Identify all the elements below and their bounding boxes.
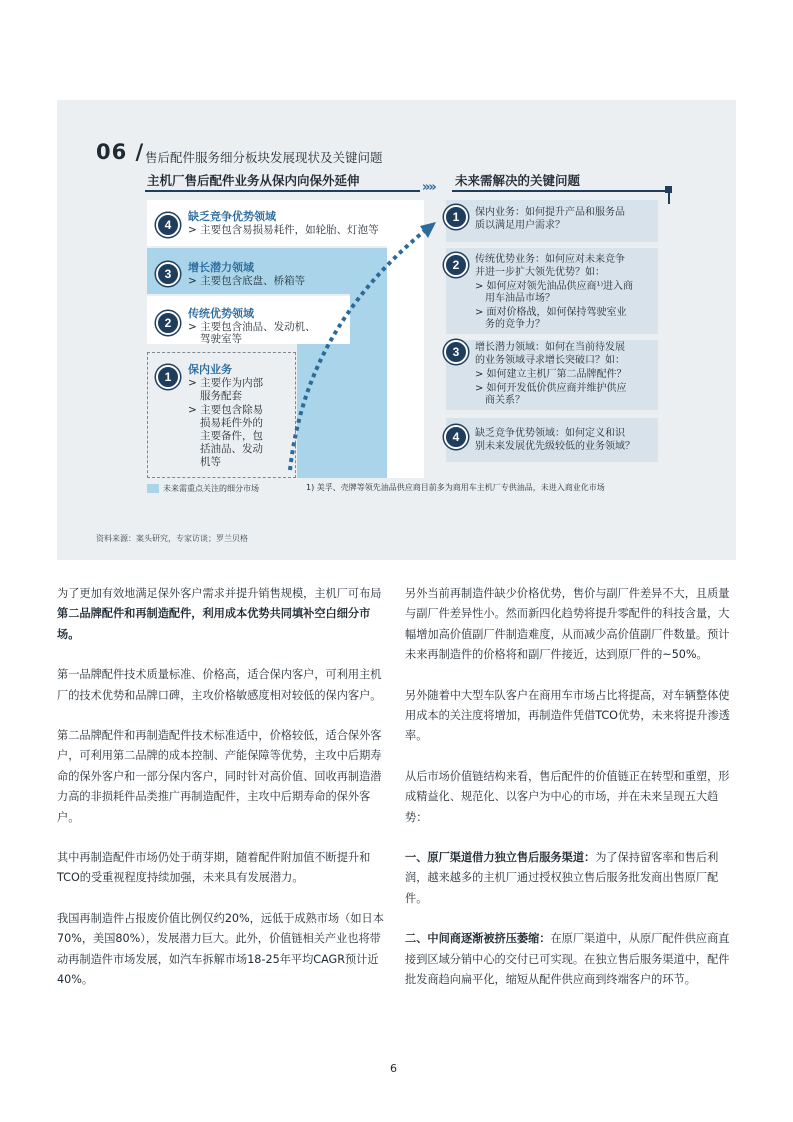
issue-card-2-badge: 2: [444, 253, 468, 277]
issue-card-3-line: 商关系？: [485, 395, 525, 406]
segment-1-line: > 主要作为内部: [188, 377, 264, 389]
issue-card-3-line: 增长潜力领域：如何在当前待发展: [475, 342, 625, 353]
paragraph: 第二品牌配件和再制造配件技术标准适中，价格较低，适合保外客户，可利用第二品牌的成本控制、产能保障等优势，主攻中后期寿命的保外客户和一部分保内客户，同时针对高价值、回收再制造潜力高的非损耗件品类推广再制造配件，主攻中后期寿命的保外客户。: [57, 729, 382, 824]
paragraph: 另外随着中大型车队客户在商用车市场占比将提高，对车辆整体使用成本的关注度将增加，再制造件凭借TCO优势，未来将提升渗透率。: [405, 688, 730, 743]
segment-1-line: 主要备件，包: [200, 430, 263, 442]
legend-swatch: [147, 484, 159, 493]
segment-2-title: 传统优势领域: [188, 307, 254, 320]
figure-title: 售后配件服务细分板块发展现状及关键问题: [145, 150, 383, 165]
issue-card-1-badge: 1: [444, 205, 468, 229]
paragraph: 第一品牌配件技术质量标准、价格高，适合保内客户，可利用主机厂的技术优势和品牌口碑，主攻价格敏感度相对较低的保内客户。: [57, 668, 382, 702]
figure-footnote: 1) 美孚、壳牌等领先油品供应商目前多为商用车主机厂专供油品，未进入商业化市场: [306, 483, 605, 492]
left-heading: 主机厂售后配件业务从保内向保外延伸: [147, 173, 360, 188]
issue-card-2-line: 用车油品市场？: [485, 293, 555, 304]
figure-number: 06 /: [96, 140, 145, 164]
paragraph: 另外当前再制造件缺少价格优势，售价与副厂件差异不大，且质量与副厂件差异性小。然而新四化趋势将提升零配件的科技含量，大幅增加高价值副厂件制造难度，从而减少高价值副厂件数量。预计未来再制造件的价格将和副厂件接近，达到原厂件的~50%。: [405, 587, 730, 662]
paragraph: 其中再制造配件市场仍处于萌芽期，随着配件附加值不断提升和TCO的受重视程度持续加强，未来具有发展潜力。: [57, 851, 371, 885]
segment-3-badge: 3: [156, 262, 180, 286]
page-number: 6: [390, 1062, 397, 1075]
right-column: [405, 584, 737, 1011]
segment-3-title: 增长潜力领域: [188, 261, 254, 274]
paragraph: 从后市场价值链结构来看，售后配件的价值链正在转型和重塑，形成精益化、规范化、以客户为中心的市场，并在未来呈现五大趋势：: [405, 769, 730, 824]
issue-card-2-line: 并进一步扩大领先优势？如：: [475, 267, 605, 278]
segment-1-title: 保内业务: [188, 363, 232, 376]
segment-1-line: 括油品、发动: [200, 443, 263, 455]
left-column: [57, 584, 389, 1011]
issue-card-1-line: 保内业务：如何提升产品和服务品: [475, 207, 625, 218]
issue-card-4-line: 缺乏竞争优势领域：如何定义和识: [475, 428, 625, 439]
figure-source: 资料来源：案头研究，专家访谈；罗兰贝格: [96, 534, 248, 543]
segment-2-badge: 2: [156, 311, 180, 335]
issue-card-4-line: 别未来发展优先级较低的业务领域？: [475, 441, 635, 452]
issue-card-3-line: > 如何开发低价供应商并维护供应: [475, 383, 627, 394]
paragraph: 一、原厂渠道借力独立售后服务渠道：为了保持留客率和售后利润，越来越多的主机厂通过授权独立售后服务批发商出售原厂配件。: [405, 851, 719, 905]
paragraph: 我国再制造件占报废价值比例仅约20%，远低于成熟市场（如日本70%，美国80%），发展潜力巨大。此外，价值链相关产业也将带动再制造件市场发展，如汽车拆解市场18-25年平均CAGR预计近40%。: [57, 911, 384, 987]
right-heading: 未来需解决的关键问题: [455, 173, 581, 188]
segment-2-line: 驾驶室等: [200, 333, 242, 345]
issue-card-2-line: 传统优势业务：如何应对未来竞争: [475, 254, 625, 265]
segment-1-line: > 主要包含除易: [188, 404, 264, 416]
issue-card-4-badge: 4: [444, 425, 468, 449]
paragraph: 二、中间商逐渐被挤压萎缩：在原厂渠道中，从原厂配件供应商直接到区域分销中心的交付已可实现。在独立售后服务渠道中，配件批发商趋向扁平化，缩短从配件供应商到终端客户的环节。: [405, 932, 730, 987]
issue-card-3-badge: 3: [444, 340, 468, 364]
segment-3-line: > 主要包含底盘、桥箱等: [188, 275, 306, 287]
segment-1-line: 损易耗件外的: [200, 417, 263, 429]
legend-label: 未来需重点关注的细分市场: [163, 484, 259, 493]
segment-4-title: 缺乏竞争优势领域: [188, 210, 276, 223]
segment-4-line: > 主要包含易损易耗件，如轮胎、灯泡等: [188, 224, 379, 236]
segment-4-badge: 4: [156, 213, 180, 237]
issue-card-3-line: 的业务领域寻求增长突破口？如：: [475, 355, 625, 366]
issue-card-2-line: > 如何应对领先油品供应商¹⁾进入商: [475, 281, 634, 292]
issue-card-3-line: > 如何建立主机厂第二品牌配件？: [475, 369, 627, 380]
paragraph: 为了更加有效地满足保外客户需求并提升销售规模，主机厂可布局第二品牌配件和再制造配件，利用成本优势共同填补空白细分市场。: [57, 587, 382, 641]
segment-1-line: 机等: [200, 456, 221, 468]
issue-card-2-line: 务的竞争力？: [485, 319, 545, 330]
segment-1-line: 服务配套: [200, 390, 242, 402]
segment-2-line: > 主要包含油品、发动机、: [188, 321, 316, 333]
segment-1-badge: 1: [156, 365, 180, 389]
issue-card-2-line: > 面对价格战，如何保持驾驶室业: [475, 307, 627, 318]
issue-card-1-line: 质以满足用户需求？: [475, 220, 565, 231]
double-chevron-icon: »»: [422, 180, 435, 195]
